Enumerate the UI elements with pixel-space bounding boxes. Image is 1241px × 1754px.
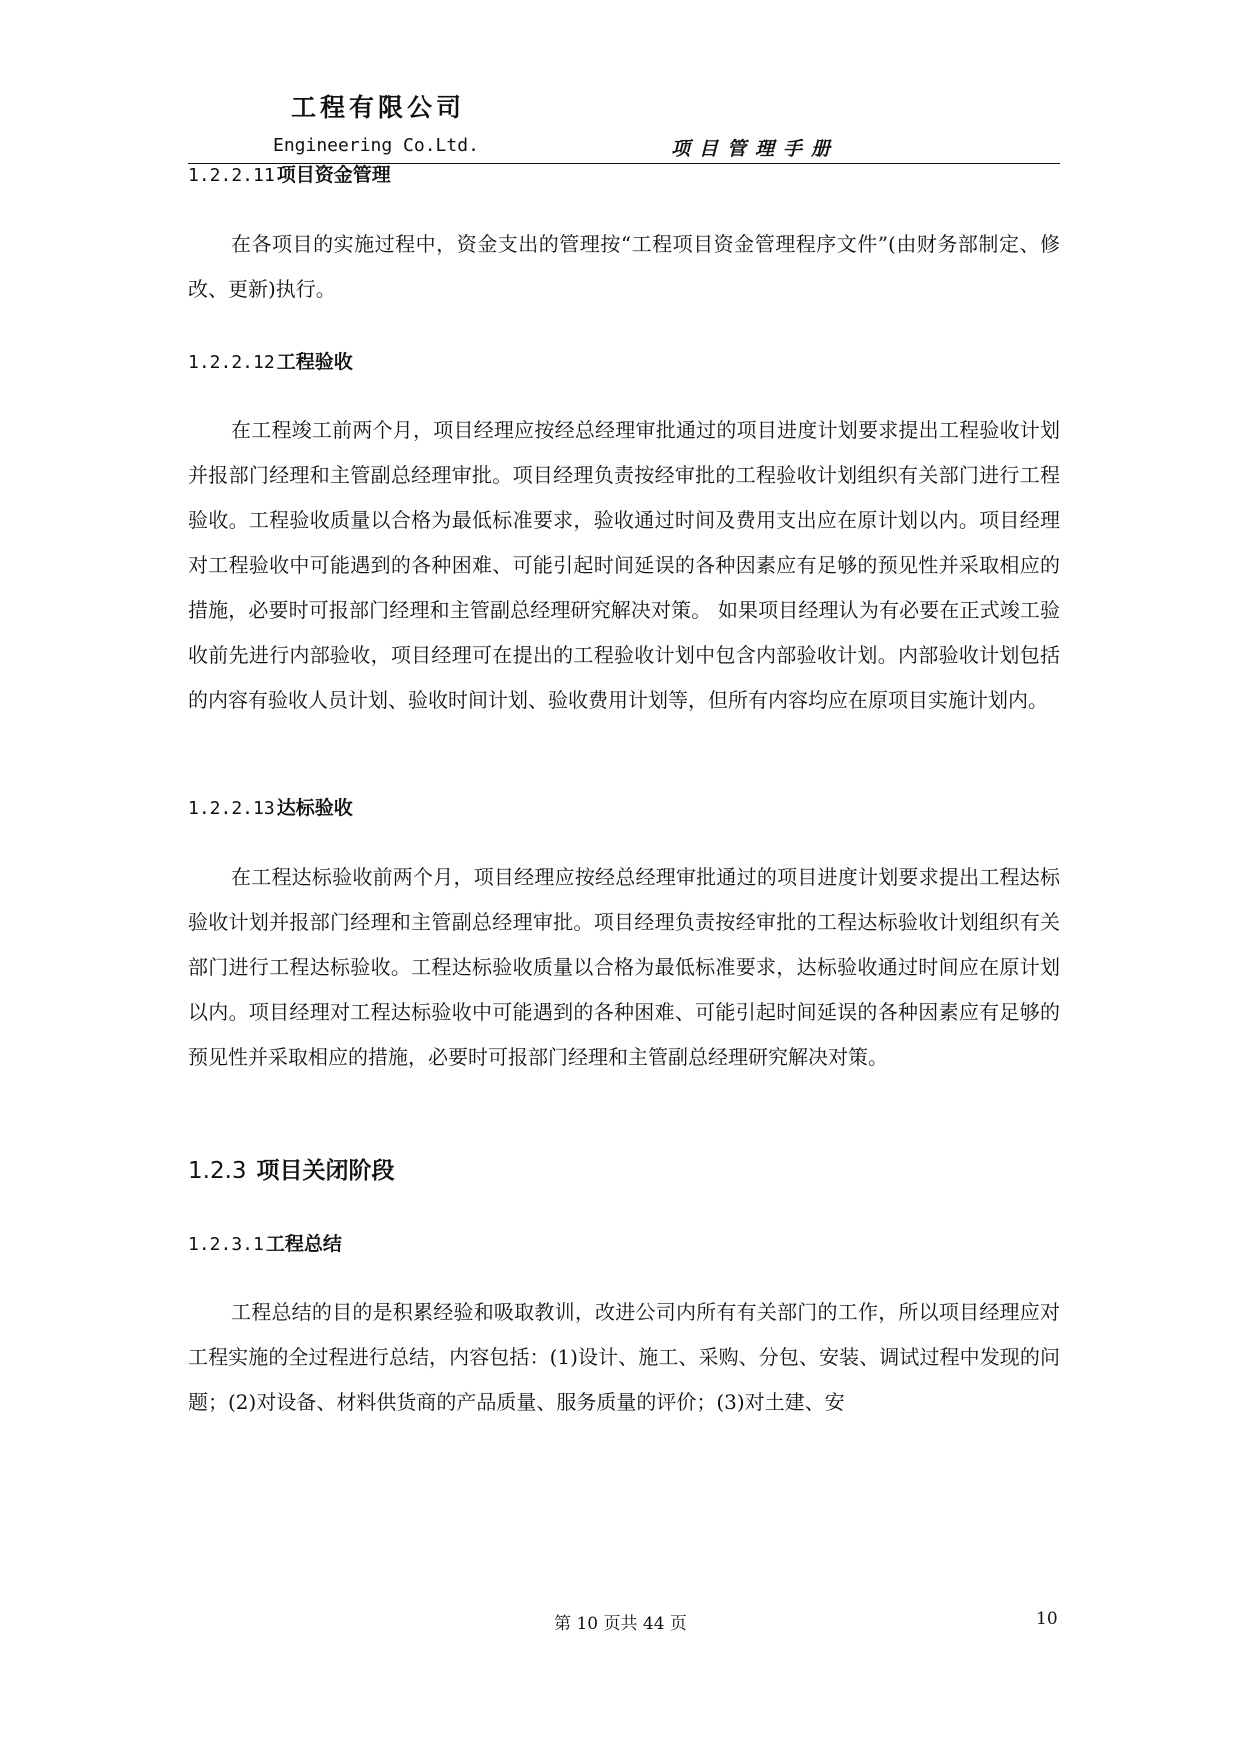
section-heading-1-2-3-1 bbox=[188, 1229, 342, 1256]
section-heading-1-2-3 bbox=[188, 1152, 395, 1185]
section-number: 1.2.2.11 bbox=[188, 165, 275, 186]
paragraph-fund-management: 在各项目的实施过程中，资金支出的管理按“工程项目资金管理程序文件”(由财务部制定、修改、更新)执行。 bbox=[188, 232, 1060, 301]
section-heading-1-2-2-13 bbox=[188, 793, 353, 820]
footer-page-number: 10 bbox=[1036, 1609, 1058, 1629]
section-number: 1.2.2.13 bbox=[188, 798, 275, 819]
section-title: 工程总结 bbox=[265, 1233, 342, 1255]
manual-title: 项目管理手册 bbox=[671, 138, 840, 160]
company-name-cn: 工程有限公司 bbox=[291, 93, 466, 122]
footer-page-indicator: 第 10 页共 44 页 bbox=[554, 1614, 687, 1634]
section-number: 1.2.2.12 bbox=[188, 352, 275, 373]
paragraph-project-acceptance: 在工程竣工前两个月，项目经理应按经总经理审批通过的项目进度计划要求提出工程验收计划并报部门经理和主管副总经理审批。项目经理负责按经审批的工程验收计划组织有关部门进行工程验收。工程验收质量以合格为最低标准要求，验收通过时间及费用支出应在原计划以内。项目经理对工程验收中可能遇到的各种困难、可能引起时间延误的各种因素应有足够的预见性并采取相应的措施，必要时可报部门经理和主管副总经理研究解决对策。 如果项目经理认为有必要在正式竣工验收前先进行内部验收，项目经理可在提出的工程验收计划中包含内部验收计划。内部验收计划包括的内容有验收人员计划、验收时间计划、验收费用计划等，但所有内容均应在原项目实施计划内。 bbox=[188, 418, 1060, 712]
company-name-en: Engineering Co.Ltd. bbox=[273, 135, 479, 156]
section-title: 工程验收 bbox=[276, 351, 353, 373]
section-title: 项目资金管理 bbox=[276, 164, 391, 186]
section-number: 1.2.3.1 bbox=[188, 1234, 264, 1255]
section-heading-1-2-2-12 bbox=[188, 347, 353, 374]
section-heading-1-2-2-11 bbox=[188, 160, 391, 187]
paragraph-project-summary: 工程总结的目的是积累经验和吸取教训，改进公司内所有有关部门的工作，所以项目经理应对工程实施的全过程进行总结，内容包括：(1)设计、施工、采购、分包、安装、调试过程中发现的问题；(2)对设备、材料供货商的产品质量、服务质量的评价；(3)对土建、安 bbox=[188, 1300, 1060, 1414]
section-title: 达标验收 bbox=[276, 797, 353, 819]
paragraph-standard-acceptance: 在工程达标验收前两个月，项目经理应按经总经理审批通过的项目进度计划要求提出工程达标验收计划并报部门经理和主管副总经理审批。项目经理负责按经审批的工程达标验收计划组织有关部门进行工程达标验收。工程达标验收质量以合格为最低标准要求，达标验收通过时间应在原计划以内。项目经理对工程达标验收中可能遇到的各种困难、可能引起时间延误的各种因素应有足够的预见性并采取相应的措施，必要时可报部门经理和主管副总经理研究解决对策。 bbox=[188, 865, 1060, 1069]
section-number: 1.2.3 bbox=[188, 1158, 247, 1184]
section-title: 项目关闭阶段 bbox=[256, 1158, 395, 1184]
page-header bbox=[188, 88, 1060, 168]
